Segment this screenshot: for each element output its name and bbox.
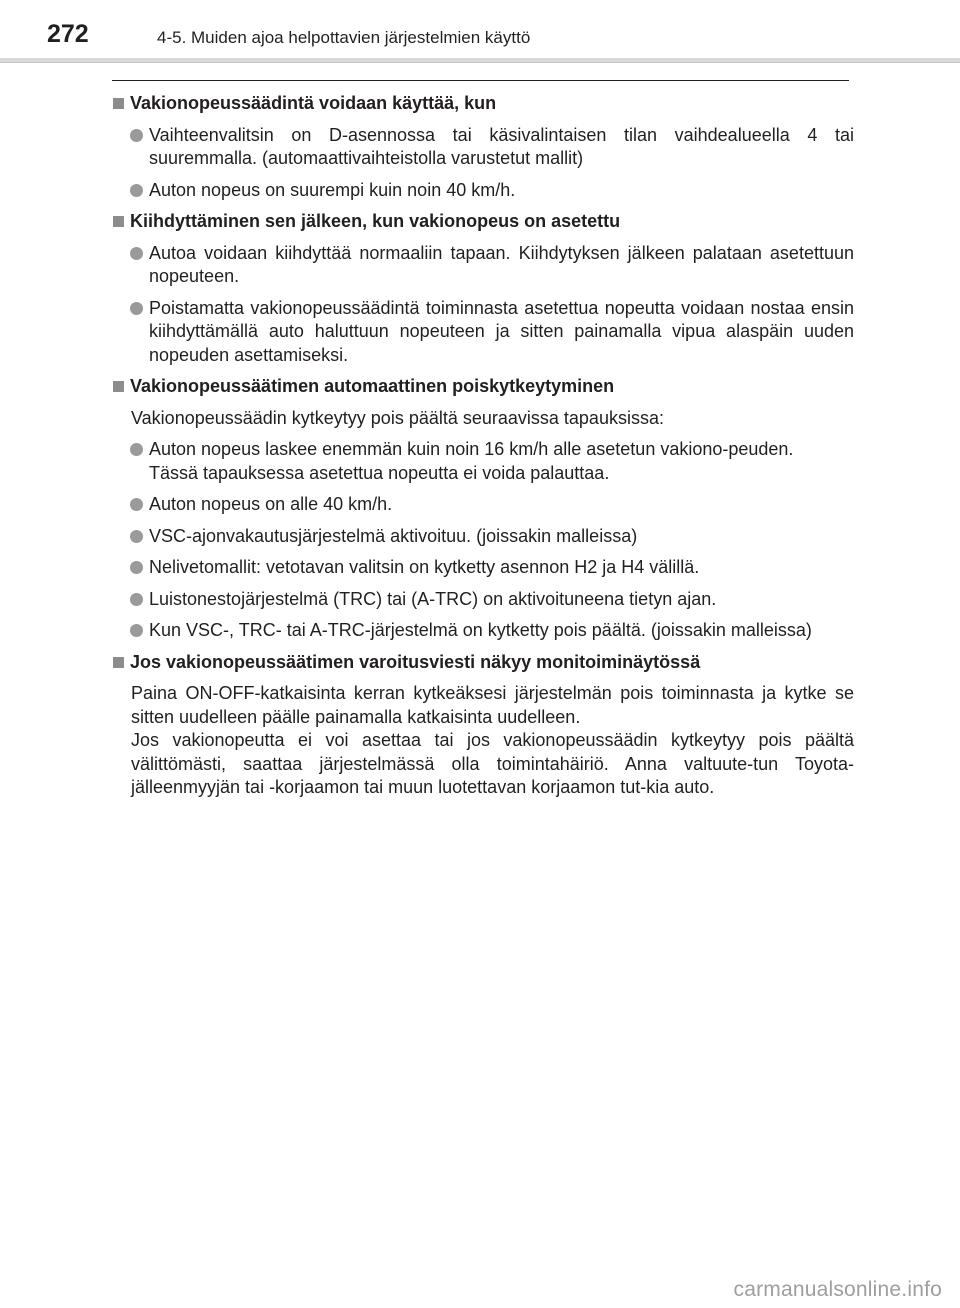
- heading-text: Jos vakionopeussäätimen varoitusviesti näkyy monitoiminäytössä: [130, 651, 701, 672]
- list-item: [112, 588, 854, 612]
- round-bullet-icon: [130, 530, 143, 543]
- section-acceleration: [112, 210, 854, 367]
- round-bullet-icon: [130, 561, 143, 574]
- list-item-text: Kun VSC-, TRC- tai A-TRC-järjestelmä on kytketty pois päältä. (joissakin malleissa): [149, 620, 812, 640]
- list-item: [112, 438, 854, 485]
- list-item: [112, 493, 854, 517]
- chapter-title: 4-5. Muiden ajoa helpottavien järjestelmien käyttö: [157, 28, 531, 47]
- page-header: [0, 0, 960, 62]
- list-item-text: Luistonestojärjestelmä (TRC) tai (A-TRC) on aktivoituneena tietyn ajan.: [149, 588, 717, 609]
- square-bullet-icon: [113, 657, 124, 668]
- paragraph: Jos vakionopeutta ei voi asettaa tai jos vakionopeussäädin kytkeytyy pois päältä välittömästi, saattaa järjestelmässä olla toimintahäiriö. Anna valtuute-tun Toyota-jälleenmyyjän tai -korjaamon tai muun luotettavan korjaamon tut-kia auto.: [131, 730, 854, 797]
- paragraph: Paina ON-OFF-katkaisinta kerran kytkeäksesi järjestelmän pois toiminnasta ja kytke se sitten uudelleen päälle painamalla katkaisinta uudelleen.: [131, 683, 854, 727]
- round-bullet-icon: [130, 593, 143, 606]
- list-item-text: Vaihteenvalitsin on D-asennossa tai käsivalintaisen tilan vaihdealueella 4 tai suuremmalla. (automaattivaihteistolla varustetut mallit): [149, 124, 854, 168]
- round-bullet-icon: [130, 247, 143, 260]
- section-usage-conditions: [112, 92, 854, 202]
- heading-text: Kiihdyttäminen sen jälkeen, kun vakionopeus on asetettu: [130, 211, 621, 231]
- section-auto-cancel: [112, 375, 854, 643]
- content-rule: [112, 80, 849, 81]
- list-item-text: Nelivetomallit: vetotavan valitsin on kytketty asennon H2 ja H4 välillä.: [149, 557, 700, 577]
- header-rule-bottom: [0, 62, 960, 63]
- list-item-text: Auton nopeus laskee enemmän kuin noin 16 km/h alle asetetun vakiono-peuden.: [149, 439, 794, 459]
- list-item-text: Poistamatta vakionopeussäädintä toiminnasta asetettua nopeutta voidaan nostaa ensin kiihdyttämällä auto haluttuun nopeuteen ja sitten painamalla vipua alaspäin uuden nopeuden asettamiseksi.: [149, 297, 854, 365]
- list-item: [112, 242, 854, 289]
- watermark: carmanualsonline.info: [733, 1278, 942, 1301]
- list-item: [112, 124, 854, 171]
- round-bullet-icon: [130, 624, 143, 637]
- list-item: [112, 297, 854, 368]
- list-item-text: VSC-ajonvakautusjärjestelmä aktivoituu. (joissakin malleissa): [149, 525, 638, 546]
- round-bullet-icon: [130, 129, 143, 142]
- section-heading: [112, 375, 854, 399]
- list-item-text: Auton nopeus on suurempi kuin noin 40 km/h.: [149, 179, 516, 200]
- square-bullet-icon: [113, 216, 124, 227]
- list-item: [112, 525, 854, 549]
- section-intro: Vakionopeussäädin kytkeytyy pois päältä seuraavissa tapauksissa:: [131, 407, 664, 428]
- page-number: 272: [47, 20, 89, 48]
- round-bullet-icon: [130, 443, 143, 456]
- list-item-text: Auton nopeus on alle 40 km/h.: [149, 494, 393, 514]
- page-content: [112, 92, 854, 808]
- round-bullet-icon: [130, 302, 143, 315]
- square-bullet-icon: [113, 98, 124, 109]
- section-heading: [112, 651, 854, 675]
- list-item: [112, 619, 854, 643]
- round-bullet-icon: [130, 184, 143, 197]
- square-bullet-icon: [113, 381, 124, 392]
- list-item: [112, 556, 854, 580]
- section-warning-message: [112, 651, 854, 800]
- section-heading: [112, 92, 854, 116]
- list-item-text: Autoa voidaan kiihdyttää normaaliin tapaan. Kiihdytyksen jälkeen palataan asetettuun nopeuteen.: [149, 242, 854, 286]
- heading-text: Vakionopeussäädintä voidaan käyttää, kun: [130, 93, 497, 113]
- list-item-note: Tässä tapauksessa asetettua nopeutta ei voida palauttaa.: [149, 462, 610, 483]
- round-bullet-icon: [130, 498, 143, 511]
- section-heading: [112, 210, 854, 234]
- list-item: [112, 179, 854, 203]
- heading-text: Vakionopeussäätimen automaattinen poiskytkeytyminen: [130, 376, 615, 396]
